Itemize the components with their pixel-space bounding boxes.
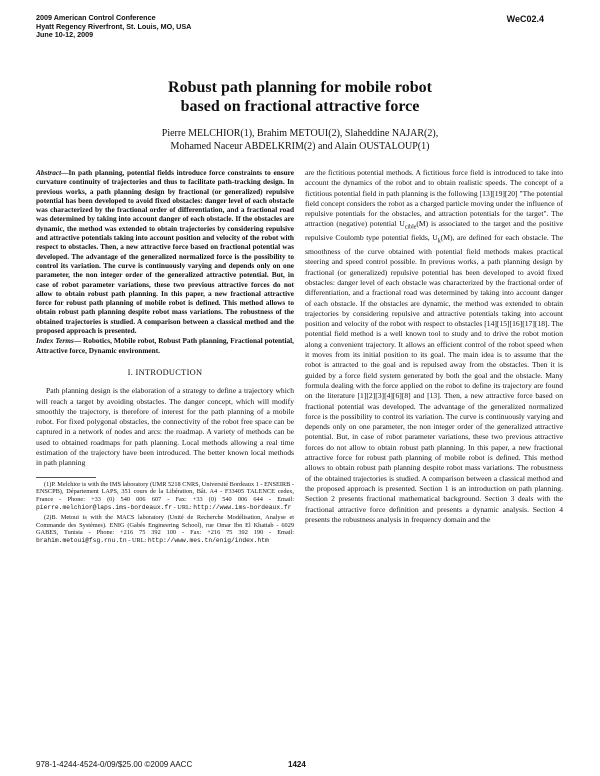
authors-line-2: Mohamed Naceur ABDELKRIM(2) and Alain OUSTALOUP(1) [170, 141, 430, 152]
subscript-k: k [437, 238, 441, 245]
index-terms-text: — Robotics, Mobile robot, Robust Path planning, Fractional potential, Attractive force, Dynamic environment. [36, 336, 294, 355]
right-text-a: are the fictitious potential methods. A fictitious force field is introduced to take into account the dynamics of the robot and to obtain realistic speeds. The concept of a fictitious potential field in path planning is the following [13][19][20] "The potential field concept considers the robot as a charged particle moving under the influence of repulsive potentials for the obstacles, and attraction potentials for the target". The attraction (negative) potential U [305, 168, 563, 229]
footnote-divider [36, 477, 96, 478]
title-line-2: based on fractional attractive force [180, 98, 420, 115]
conference-date: June 10-12, 2009 [36, 30, 94, 40]
footnote-1-text: (1)P. Melchior is with the IMS laboratory (UMR 5218 CNRS, Université Bordeaux 1 - ENSEIRB - ENSCPB), Département LAPS, 351 cours de la Libération, Bât. A4 - F33405 TALENCE cedex, France - Phone: +33 (0) 540 006 607 - Fax: +33 (0) 540 006 644 - Email: [36, 480, 294, 504]
paper-code: WeC02.4 [506, 14, 544, 24]
right-column-paragraph [305, 168, 563, 525]
right-text-b: (M) is associated to the target and the positive repulsive Coulomb type potential fields, U [305, 219, 564, 243]
subscript-cible: cible [404, 225, 417, 231]
index-terms-label: Index Terms [36, 336, 74, 346]
page-number: 1424 [288, 760, 306, 769]
footnote-1-email[interactable]: pierre.melchior@laps.ims-bordeaux.fr [36, 504, 173, 511]
section-heading-introduction: I. INTRODUCTION [127, 367, 203, 377]
footnote-2-url-label: - URL: [126, 537, 147, 545]
index-terms [36, 336, 294, 355]
paper-title [0, 78, 600, 116]
left-column [36, 168, 294, 547]
authors-line-1: Pierre MELCHIOR(1), Brahim METOUI(2), Slaheddine NAJAR(2), [161, 128, 439, 139]
conference-name: 2009 American Control Conference [36, 13, 156, 22]
footnote-2 [36, 514, 294, 545]
conference-header [36, 14, 191, 40]
title-line-1: Robust path planning for mobile robot [168, 79, 432, 96]
footnote-2-text: (2)B. Metoui is with the MACS laboratory (Unité de Recherche Modélisation, Analyse et Commande des Systèmes). ENIG (Gabès Engineering School), rue Omar Ibn El Khattab - 6029 GABES, Tunisia - Phone: +216 75 392 100 - Fax: +216 75 392 190 - Email: [36, 513, 294, 537]
right-column [305, 168, 563, 525]
abstract-label: Abstract [36, 168, 62, 177]
footnote-1-url-label: - URL: [172, 504, 192, 511]
footnote-2-email[interactable]: brahim.metoui@fsg.rnu.tn [36, 537, 127, 545]
conference-venue: Hyatt Regency Riverfront, St. Louis, MO, USA [36, 21, 192, 31]
intro-paragraph: Path planning design is the elaboration of a strategy to define a trajectory which will reach a target by avoiding obstacles. The danger concept, which will modify smoothly the trajectory, is therefore of interest for the path planning of a mobile robot. For fixed polygonal obstacles, the connectivity of the robot free space can be captured in a network of nodes and arcs: the roadmap. A variety of methods can be used to obtained roadmaps for path planning. Local methods allowing a real time estimation of the trajectory have been introduced. The better known local methods in path planning [36, 386, 294, 468]
abstract-text: —In path planning, potential fields introduce force constraints to ensure curvature continuity of trajectories and thus to facilitate path-tracking design. In previous works, a path planning design by fractional (or generalized) repulsive potential has been developed to avoid fixed obstacles: danger level of each obstacle was characterized by the fractional order of differentiation, and a fractional road was determined by taking into account danger of each obstacle. If the obstacles are dynamic, the method was extended to obtain trajectories by considering repulsive and attractive potentials taking into account position and velocity of the robot with respect to obstacles. Then, a new attractive force based on fractional potential was developed. The advantage of the generalized normalized force is the possibility to control its variation. The curve is continuously varying and depends only on one parameter, the non integer order of the generalized attractive potential. But, in case of robot parameter variations, these two previous attractive forces do not allow to obtain robust path planning. In this paper, a new fractional attractive force for robust path planning of mobile robot is defined. This method allows to obtain robust path planning despite robot mass variations. The robustness of the obtained trajectories is studied. A comparison between a classical method and the proposed approach is presented. [36, 168, 294, 336]
footnote-1-url[interactable]: http://www.ims-bordeaux.fr [193, 504, 292, 511]
right-text-c: (M), are defined for each obstacle. The smoothness of the curve obtained with potential field methods makes practical steering and speed control possible. In previous works, a path planning design by fractional (or generalized) repulsive potential has been developed to avoid fixed obstacles: danger level of each obstacle was characterized by the fractional order of differentiation, and a fractional road was determined by taking into account danger of each obstacle. If the obstacles are dynamic, the method was extended to obtain trajectories by considering repulsive and attractive potentials taking into account position and velocity of the robot with respect to obstacles [14][15][16][17][18]. The potential field method is a well known tool to study and to drive the robot motion along a convenient trajectory. It allows an efficient control of the robot speed when it moves from its initial position to its goal. The main idea is to assume that the robot is attracted to the goal and is repulsed away from the obstacles. Then it is guided by a force field system generated by both the goal and the obstacle. Many formula dealing with the force applied on the robot to define its trajectory are found on the literature [1][2][3][4][6][8] and [13]. Then, a new attractive force based on fractional potential was developed. The advantage of the generalized normalized force is the possibility to control its variation. The curve is continuously varying and depends only on one parameter, the non integer order of the generalized attractive potential. But, in case of robot parameter variations, these two previous attractive forces do not allow to obtain robust path planning. In this paper, a new fractional attractive force for robust path planning of mobile robot is defined. This method allows to obtain robust path planning despite robot mass variations. The robustness of the obtained trajectories is studied. A comparison between a classical method and the proposed approach is presented. Section 1 is an introduction on path planning. Section 2 presents fractional mathematical background. Section 3 deals with the fractional attractive force definition and presents a dynamic analysis. Section 4 presents the robustness analysis in frequency domain and the [305, 233, 563, 524]
footer-isbn: 978-1-4244-4524-0/09/$25.00 ©2009 AACC [36, 760, 193, 769]
footnote-2-url[interactable]: http://www.mes.tn/enig/index.htm [147, 537, 269, 545]
abstract [36, 168, 294, 335]
footnote-1 [36, 481, 294, 512]
author-list [0, 127, 600, 153]
